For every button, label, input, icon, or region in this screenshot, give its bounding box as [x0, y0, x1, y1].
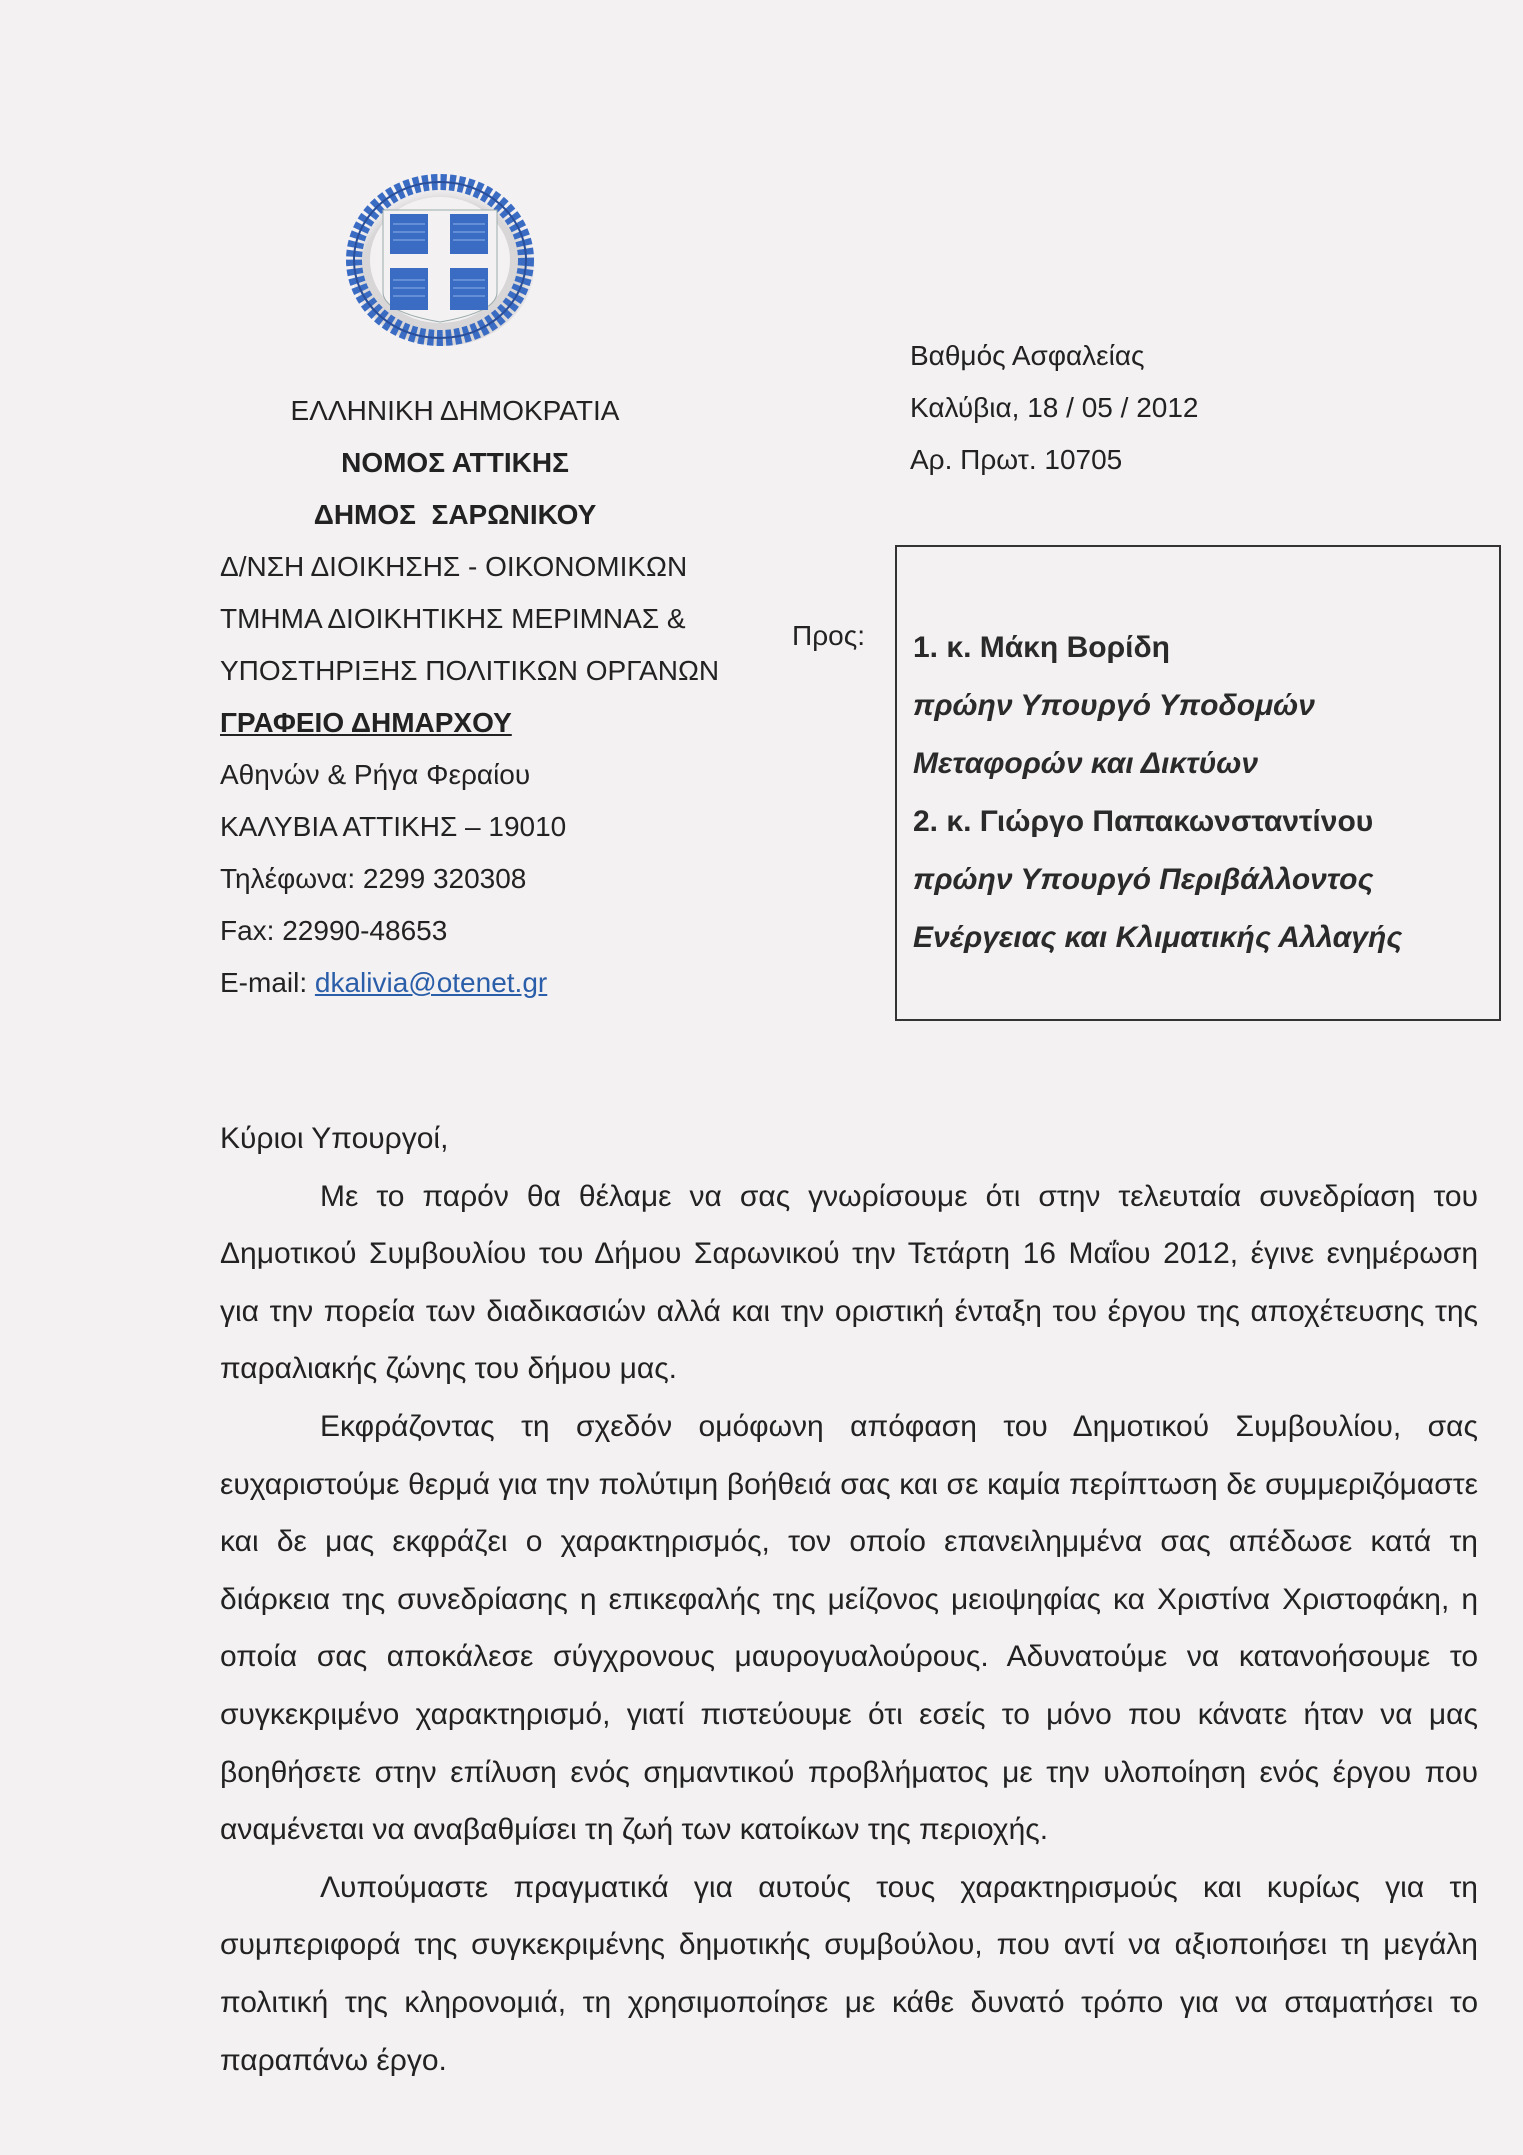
recipient-2-title-2: Ενέργειας και Κλιματικής Αλλαγής: [913, 921, 1403, 954]
recipient-2-title-1: πρώην Υπουργό Περιβάλλοντος: [913, 863, 1374, 896]
letterhead-municipality: ΔΗΜΟΣ ΣΑΡΩΝΙΚΟΥ: [313, 499, 597, 530]
letterhead-email: [220, 957, 780, 1009]
paragraph-2: Εκφράζοντας τη σχεδόν ομόφωνη απόφαση του Δημοτικού Συμβουλίου, σας ευχαριστούμε θερμά για την πολύτιμη βοήθειά σας και σε καμία περίπτωση δε συμμεριζόμαστε και δε μας εκφράζει ο χαρακτηρισμός, τον οποίο επανειλημμένα σας απέδωσε κατά τη διάρκεια της συνεδρίασης η επικεφαλής της μείζονος μειοψηφίας κα Χριστίνα Χριστοφάκη, η οποία σας αποκάλεσε σύγχρονους μαυρογυαλούρους. Αδυνατούμε να κατανοήσουμε το συγκεκριμένο χαρακτηρισμό, γιατί πιστεύουμε ότι εσείς το μόνο που κάνατε ήταν να μας βοηθήσετε στην επίλυση ενός σημαντικού προβλήματος με την υλοποίηση ενός έργου που αναμένεται να αναβαθμίσει τη ζωή των κατοίκων της περιοχής.: [220, 1409, 1478, 1847]
letterhead-directorate: Δ/ΝΣΗ ΔΙΟΙΚΗΣΗΣ - ΟΙΚΟΝΟΜΙΚΩΝ: [220, 551, 688, 582]
letterhead: [220, 385, 780, 1009]
recipient-2-name: 2. κ. Γιώργο Παπακωνσταντίνου: [913, 805, 1374, 838]
letter-body: [220, 1110, 1478, 2089]
paragraph-1: Με το παρόν θα θέλαμε να σας γνωρίσουμε ότι στην τελευταία συνεδρίαση του Δημοτικού Συμβουλίου του Δήμου Σαρωνικού την Τετάρτη 16 Μαΐου 2012, έγινε ενημέρωση για την πορεία των διαδικασιών αλλά και την οριστική ένταξη του έργου της αποχέτευσης της παραλιακής ζώνης του δήμου μας.: [220, 1179, 1478, 1386]
recipient-1-name: 1. κ. Μάκη Βορίδη: [913, 631, 1170, 664]
letterhead-country: ΕΛΛΗΝΙΚΗ ΔΗΜΟΚΡΑΤΙΑ: [290, 395, 620, 426]
security-level: Βαθμός Ασφαλείας: [910, 340, 1145, 371]
email-label: E-mail:: [220, 967, 315, 998]
letterhead-address: Αθηνών & Ρήγα Φεραίου: [220, 759, 531, 790]
letterhead-office: ΓΡΑΦΕΙΟ ΔΗΜΑΡΧΟΥ: [220, 707, 512, 738]
recipient-1-title-2: Μεταφορών και Δικτύων: [913, 747, 1259, 780]
place-date: Καλύβια, 18 / 05 / 2012: [910, 392, 1199, 423]
coat-of-arms-icon: [335, 172, 545, 347]
protocol-number: Αρ. Πρωτ. 10705: [910, 444, 1123, 475]
greeting: Κύριοι Υπουργοί,: [220, 1122, 449, 1155]
letterhead-city: ΚΑΛΥΒΙΑ ΑΤΤΙΚΗΣ – 19010: [220, 811, 567, 842]
recipient-1-title-1: πρώην Υπουργό Υποδομών: [913, 689, 1315, 722]
letterhead-phone: Τηλέφωνα: 2299 320308: [220, 863, 527, 894]
recipients-box: [895, 545, 1501, 1021]
paragraph-3: Λυπούμαστε πραγματικά για αυτούς τους χαρακτηρισμούς και κυρίως για τη συμπεριφορά της συγκεκριμένης δημοτικής συμβούλου, που αντί να αξιοποιήσει τη μεγάλη πολιτική της κληρονομιά, τη χρησιμοποίησε με κάθε δυνατό τρόπο για να σταματήσει το παραπάνω έργο.: [220, 1870, 1478, 2077]
email-link[interactable]: dkalivia@otenet.gr: [314, 967, 548, 998]
letterhead-fax: Fax: 22990-48653: [220, 915, 448, 946]
letterhead-department-1: ΤΜΗΜΑ ΔΙΟΙΚΗΤΙΚΗΣ ΜΕΡΙΜΝΑΣ &: [220, 603, 686, 634]
document-meta: [910, 330, 1199, 486]
letterhead-prefecture: ΝΟΜΟΣ ΑΤΤΙΚΗΣ: [341, 447, 569, 478]
letterhead-department-2: ΥΠΟΣΤΗΡΙΞΗΣ ΠΟΛΙΤΙΚΩΝ ΟΡΓΑΝΩΝ: [220, 655, 720, 686]
recipients-label: Προς:: [792, 620, 865, 651]
